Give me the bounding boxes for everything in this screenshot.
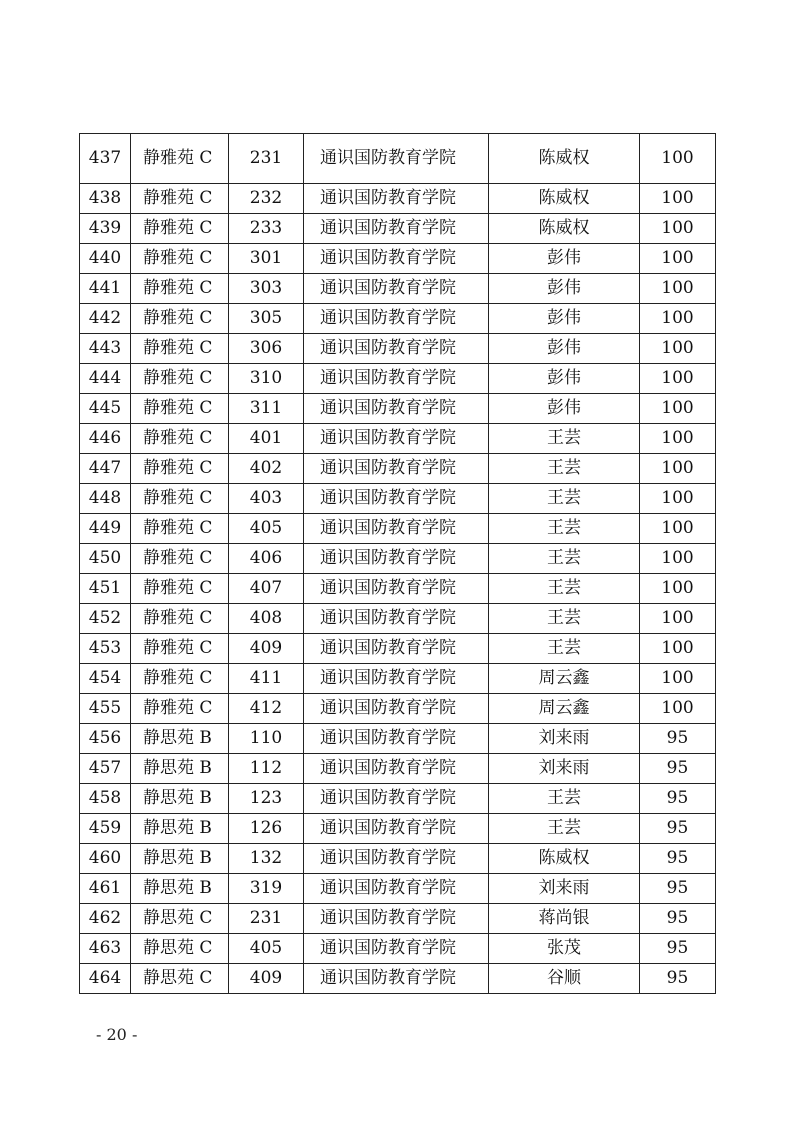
building-cell: 静思苑 C [131,904,229,934]
building-cell: 静雅苑 C [131,574,229,604]
building-cell: 静雅苑 C [131,184,229,214]
row-number-cell: 454 [80,664,131,694]
responsible-person-cell: 陈威权 [489,134,640,184]
row-number-cell: 437 [80,134,131,184]
room-number-cell: 132 [229,844,304,874]
score-cell: 100 [640,214,716,244]
college-cell: 通识国防教育学院 [304,244,489,274]
responsible-person-cell: 彭伟 [489,274,640,304]
college-cell: 通识国防教育学院 [304,934,489,964]
row-number-cell: 439 [80,214,131,244]
responsible-person-cell: 王芸 [489,574,640,604]
row-number-cell: 452 [80,604,131,634]
college-cell: 通识国防教育学院 [304,394,489,424]
responsible-person-cell: 王芸 [489,814,640,844]
college-cell: 通识国防教育学院 [304,814,489,844]
college-cell: 通识国防教育学院 [304,904,489,934]
building-cell: 静雅苑 C [131,664,229,694]
table-row [80,304,716,334]
score-cell: 95 [640,754,716,784]
building-cell: 静雅苑 C [131,634,229,664]
row-number-cell: 449 [80,514,131,544]
building-cell: 静雅苑 C [131,544,229,574]
room-number-cell: 407 [229,574,304,604]
responsible-person-cell: 王芸 [489,484,640,514]
table-row [80,724,716,754]
room-number-cell: 110 [229,724,304,754]
building-cell: 静雅苑 C [131,454,229,484]
building-cell: 静思苑 C [131,934,229,964]
building-cell: 静思苑 B [131,754,229,784]
row-number-cell: 450 [80,544,131,574]
table-row [80,784,716,814]
row-number-cell: 438 [80,184,131,214]
responsible-person-cell: 周云鑫 [489,664,640,694]
room-number-cell: 123 [229,784,304,814]
college-cell: 通识国防教育学院 [304,604,489,634]
room-number-cell: 409 [229,634,304,664]
building-cell: 静雅苑 C [131,424,229,454]
responsible-person-cell: 王芸 [489,544,640,574]
row-number-cell: 456 [80,724,131,754]
score-cell: 100 [640,134,716,184]
row-number-cell: 453 [80,634,131,664]
responsible-person-cell: 谷顺 [489,964,640,994]
score-cell: 100 [640,304,716,334]
responsible-person-cell: 彭伟 [489,394,640,424]
table-row [80,844,716,874]
college-cell: 通识国防教育学院 [304,544,489,574]
row-number-cell: 442 [80,304,131,334]
responsible-person-cell: 周云鑫 [489,694,640,724]
college-cell: 通识国防教育学院 [304,574,489,604]
room-number-cell: 310 [229,364,304,394]
table-row [80,904,716,934]
building-cell: 静思苑 B [131,724,229,754]
row-number-cell: 464 [80,964,131,994]
row-number-cell: 445 [80,394,131,424]
score-cell: 100 [640,184,716,214]
row-number-cell: 455 [80,694,131,724]
table-row [80,134,716,184]
row-number-cell: 440 [80,244,131,274]
building-cell: 静雅苑 C [131,364,229,394]
responsible-person-cell: 彭伟 [489,334,640,364]
room-number-cell: 303 [229,274,304,304]
table-row [80,484,716,514]
table-row [80,814,716,844]
college-cell: 通识国防教育学院 [304,364,489,394]
table-row [80,334,716,364]
responsible-person-cell: 张茂 [489,934,640,964]
responsible-person-cell: 刘来雨 [489,724,640,754]
table-row [80,274,716,304]
row-number-cell: 458 [80,784,131,814]
college-cell: 通识国防教育学院 [304,964,489,994]
college-cell: 通识国防教育学院 [304,694,489,724]
table-row [80,184,716,214]
row-number-cell: 460 [80,844,131,874]
college-cell: 通识国防教育学院 [304,874,489,904]
responsible-person-cell: 王芸 [489,784,640,814]
table-row [80,634,716,664]
room-number-cell: 402 [229,454,304,484]
score-cell: 100 [640,574,716,604]
room-number-cell: 401 [229,424,304,454]
college-cell: 通识国防教育学院 [304,424,489,454]
college-cell: 通识国防教育学院 [304,484,489,514]
score-cell: 100 [640,454,716,484]
building-cell: 静雅苑 C [131,214,229,244]
room-number-cell: 311 [229,394,304,424]
room-number-cell: 233 [229,214,304,244]
score-cell: 100 [640,694,716,724]
responsible-person-cell: 王芸 [489,634,640,664]
room-number-cell: 231 [229,904,304,934]
college-cell: 通识国防教育学院 [304,214,489,244]
score-cell: 95 [640,784,716,814]
row-number-cell: 463 [80,934,131,964]
score-cell: 100 [640,424,716,454]
table-row [80,454,716,484]
table-row [80,394,716,424]
table-row [80,544,716,574]
row-number-cell: 448 [80,484,131,514]
score-cell: 100 [640,274,716,304]
building-cell: 静雅苑 C [131,304,229,334]
building-cell: 静思苑 B [131,784,229,814]
row-number-cell: 451 [80,574,131,604]
score-cell: 95 [640,814,716,844]
score-cell: 100 [640,364,716,394]
score-cell: 100 [640,484,716,514]
room-number-cell: 409 [229,964,304,994]
row-number-cell: 447 [80,454,131,484]
room-number-cell: 319 [229,874,304,904]
score-cell: 95 [640,964,716,994]
table-body [80,134,716,994]
college-cell: 通识国防教育学院 [304,514,489,544]
table-row [80,694,716,724]
table-row [80,754,716,784]
table-row [80,424,716,454]
building-cell: 静雅苑 C [131,694,229,724]
score-cell: 95 [640,874,716,904]
table-row [80,604,716,634]
room-number-cell: 305 [229,304,304,334]
room-number-cell: 126 [229,814,304,844]
building-cell: 静思苑 B [131,874,229,904]
score-cell: 100 [640,544,716,574]
score-cell: 95 [640,934,716,964]
table-row [80,364,716,394]
score-cell: 100 [640,634,716,664]
table-row [80,214,716,244]
row-number-cell: 446 [80,424,131,454]
responsible-person-cell: 彭伟 [489,244,640,274]
college-cell: 通识国防教育学院 [304,304,489,334]
room-number-cell: 231 [229,134,304,184]
building-cell: 静雅苑 C [131,484,229,514]
room-number-cell: 232 [229,184,304,214]
room-number-cell: 405 [229,934,304,964]
room-number-cell: 411 [229,664,304,694]
table-row [80,964,716,994]
row-number-cell: 441 [80,274,131,304]
room-number-cell: 406 [229,544,304,574]
responsible-person-cell: 彭伟 [489,364,640,394]
row-number-cell: 444 [80,364,131,394]
responsible-person-cell: 陈威权 [489,214,640,244]
building-cell: 静雅苑 C [131,244,229,274]
building-cell: 静思苑 C [131,964,229,994]
building-cell: 静雅苑 C [131,604,229,634]
row-number-cell: 459 [80,814,131,844]
table-row [80,514,716,544]
dormitory-score-table [79,133,716,994]
row-number-cell: 457 [80,754,131,784]
table-row [80,874,716,904]
room-number-cell: 408 [229,604,304,634]
building-cell: 静思苑 B [131,814,229,844]
responsible-person-cell: 王芸 [489,604,640,634]
building-cell: 静雅苑 C [131,334,229,364]
row-number-cell: 461 [80,874,131,904]
page-number: - 20 - [96,1025,138,1044]
college-cell: 通识国防教育学院 [304,334,489,364]
room-number-cell: 405 [229,514,304,544]
college-cell: 通识国防教育学院 [304,724,489,754]
building-cell: 静思苑 B [131,844,229,874]
college-cell: 通识国防教育学院 [304,134,489,184]
score-cell: 95 [640,724,716,754]
building-cell: 静雅苑 C [131,274,229,304]
score-cell: 95 [640,904,716,934]
table-row [80,664,716,694]
responsible-person-cell: 王芸 [489,424,640,454]
college-cell: 通识国防教育学院 [304,184,489,214]
college-cell: 通识国防教育学院 [304,844,489,874]
responsible-person-cell: 陈威权 [489,844,640,874]
responsible-person-cell: 刘来雨 [489,874,640,904]
responsible-person-cell: 陈威权 [489,184,640,214]
building-cell: 静雅苑 C [131,514,229,544]
responsible-person-cell: 王芸 [489,454,640,484]
score-cell: 95 [640,844,716,874]
row-number-cell: 462 [80,904,131,934]
score-cell: 100 [640,514,716,544]
score-cell: 100 [640,664,716,694]
table-row [80,244,716,274]
room-number-cell: 301 [229,244,304,274]
row-number-cell: 443 [80,334,131,364]
college-cell: 通识国防教育学院 [304,634,489,664]
building-cell: 静雅苑 C [131,134,229,184]
room-number-cell: 306 [229,334,304,364]
building-cell: 静雅苑 C [131,394,229,424]
room-number-cell: 412 [229,694,304,724]
college-cell: 通识国防教育学院 [304,454,489,484]
score-cell: 100 [640,604,716,634]
score-cell: 100 [640,244,716,274]
responsible-person-cell: 刘来雨 [489,754,640,784]
college-cell: 通识国防教育学院 [304,274,489,304]
table-row [80,574,716,604]
responsible-person-cell: 蒋尚银 [489,904,640,934]
college-cell: 通识国防教育学院 [304,784,489,814]
responsible-person-cell: 彭伟 [489,304,640,334]
responsible-person-cell: 王芸 [489,514,640,544]
college-cell: 通识国防教育学院 [304,664,489,694]
table-row [80,934,716,964]
room-number-cell: 403 [229,484,304,514]
room-number-cell: 112 [229,754,304,784]
score-cell: 100 [640,334,716,364]
score-cell: 100 [640,394,716,424]
college-cell: 通识国防教育学院 [304,754,489,784]
